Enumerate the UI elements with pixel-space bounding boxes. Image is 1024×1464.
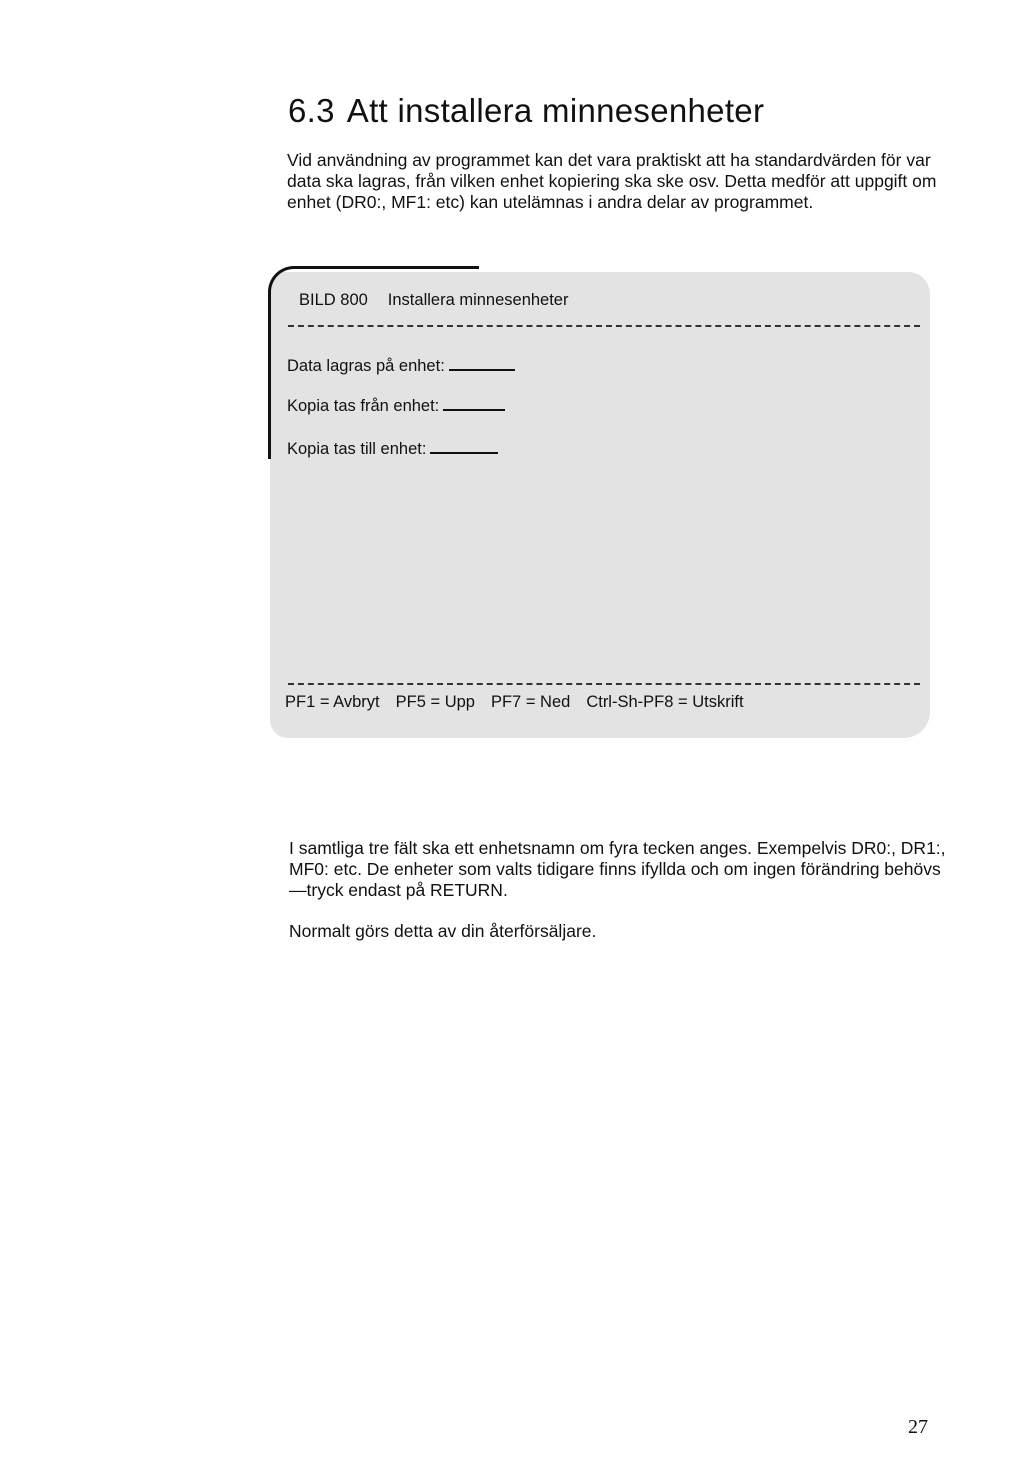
page-number: 27 <box>908 1416 928 1438</box>
intro-paragraph: Vid användning av programmet kan det vara praktiskt att ha standardvärden för var data ska lagras, från vilken enhet kopiering ska ske osv. Detta medför att uppgift om enhet (DR0:, MF1: etc) kan utelämnas i andra delar av programmet. <box>287 150 937 212</box>
field-data-stored <box>287 357 515 376</box>
field-input-line <box>443 409 505 411</box>
function-key-bar <box>285 693 760 712</box>
dealer-note-paragraph: Normalt görs detta av din återförsäljare. <box>289 921 597 941</box>
field-label: Data lagras på enhet: <box>287 357 445 375</box>
function-key-down: PF7 = Ned <box>490 693 571 711</box>
section-title: Att installera minnesenheter <box>346 92 765 129</box>
footer-divider <box>288 683 920 685</box>
function-key-cancel: PF1 = Avbryt <box>285 693 380 711</box>
screen-header <box>299 291 568 310</box>
field-copy-to <box>287 440 498 459</box>
image-code: BILD 800 <box>299 291 368 309</box>
function-key-print: Ctrl-Sh-PF8 = Utskrift <box>586 693 744 711</box>
fields-explanation-paragraph: I samtliga tre fält ska ett enhetsnamn om fyra tecken anges. Exempelvis DR0:, DR1:, MF0: etc. De enheter som valts tidigare finns ifyllda och om ingen förändring behövs—tryck endast på RETURN. <box>289 838 946 900</box>
field-label: Kopia tas till enhet: <box>287 440 427 458</box>
field-input-line <box>449 369 515 371</box>
section-heading <box>288 92 764 130</box>
terminal-screen-image <box>270 272 930 738</box>
function-key-up: PF5 = Upp <box>395 693 475 711</box>
field-label: Kopia tas från enhet: <box>287 397 440 415</box>
field-input-line <box>430 452 498 454</box>
header-divider <box>288 325 920 327</box>
field-copy-from <box>287 397 505 416</box>
image-title: Installera minnesenheter <box>387 291 569 309</box>
section-number: 6.3 <box>288 92 335 129</box>
